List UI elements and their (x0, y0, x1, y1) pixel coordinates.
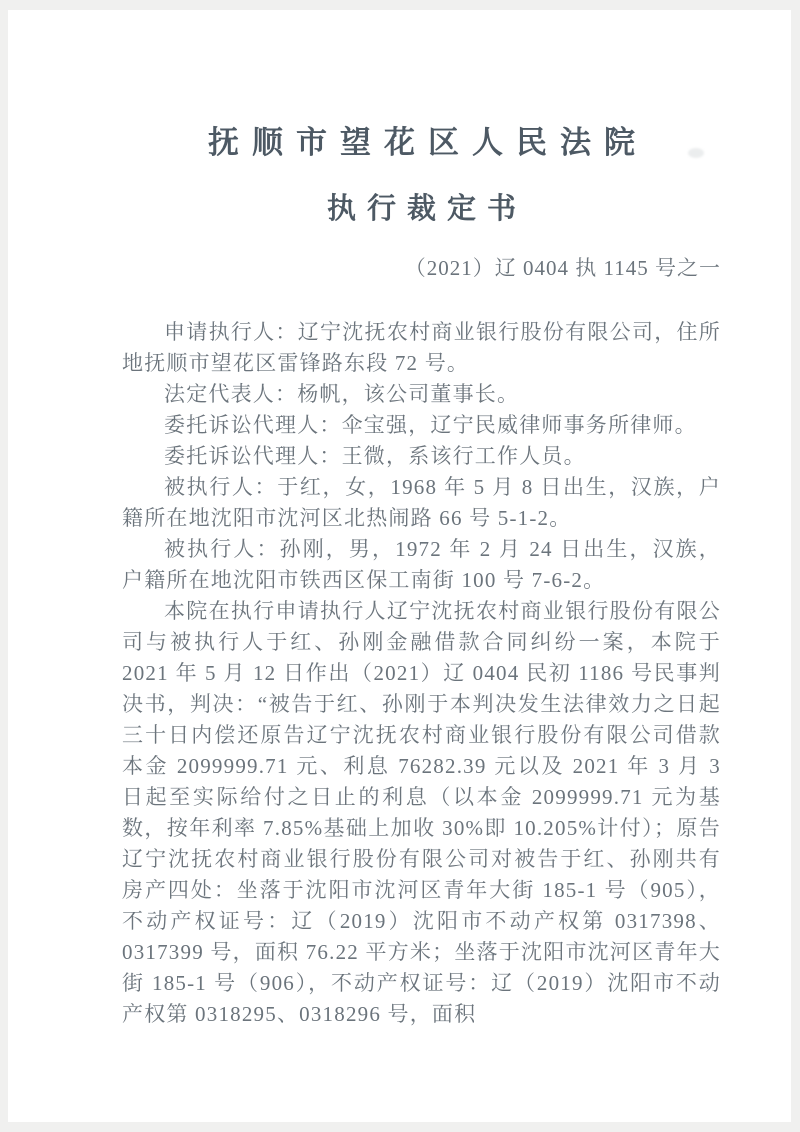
document-type-heading: 执行裁定书 (326, 193, 527, 225)
document-body (122, 317, 721, 1030)
body-paragraph: 申请执行人：辽宁沈抚农村商业银行股份有限公司，住所地抚顺市望花区雷锋路东段 72 号。 (122, 320, 721, 375)
body-paragraph: 委托诉讼代理人：伞宝强，辽宁民威律师事务所律师。 (164, 413, 697, 437)
court-name-heading: 抚顺市望花区人民法院 (208, 125, 648, 160)
document-page (8, 10, 791, 1122)
body-paragraph: 法定代表人：杨帆，该公司董事长。 (164, 382, 520, 406)
body-paragraph: 被执行人：孙刚，男，1972 年 2 月 24 日出生，汉族，户籍所在地沈阳市铁西区保工南街 100 号 7-6-2。 (122, 537, 721, 592)
body-paragraph: 被执行人：于红，女，1968 年 5 月 8 日出生，汉族，户籍所在地沈阳市沈河区北热闹路 66 号 5-1-2。 (122, 475, 721, 530)
body-paragraph: 本院在执行申请执行人辽宁沈抚农村商业银行股份有限公司与被执行人于红、孙刚金融借款合同纠纷一案，本院于 2021 年 5 月 12 日作出（2021）辽 0404 民初 1186 号民事判决书，判决：“被告于红、孙刚于本判决发生法律效力之日起三十日内偿还原告辽宁沈抚农村商业银行股份有限公司借款本金 2099999.71 元、利息 76282.39 元以及 2021 年 3 月 3 日起至实际给付之日止的利息（以本金 2099999.71 元为基数，按年利率 7.85%基础上加收 30%即 10.205%计付）；原告辽宁沈抚农村商业银行股份有限公司对被告于红、孙刚共有房产四处：坐落于沈阳市沈河区青年大街 185-1 号（905），不动产权证号：辽（2019）沈阳市不动产权第 0317398、0317399 号，面积 76.22 平方米；坐落于沈阳市沈河区青年大街 185-1 号（906），不动产权证号：辽（2019）沈阳市不动产权第 0318295、0318296 号，面积 (122, 599, 721, 1026)
body-paragraph: 委托诉讼代理人：王微，系该行工作人员。 (164, 444, 586, 468)
document-content (8, 10, 791, 1122)
case-number: （2021）辽 0404 执 1145 号之一 (404, 256, 721, 280)
